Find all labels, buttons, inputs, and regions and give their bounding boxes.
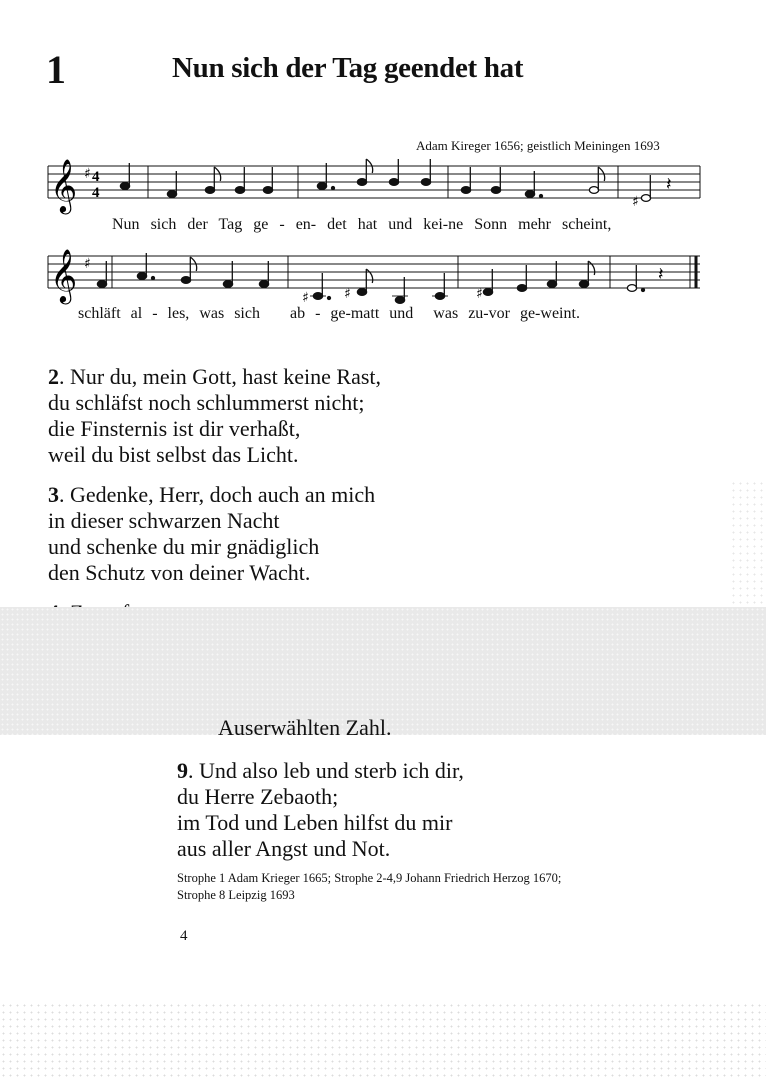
verse-3: 3. Gedenke, Herr, doch auch an mich in dieser schwarzen Nacht und schenke du mir gnädiglich den Schutz von deiner Wacht.: [48, 482, 376, 585]
svg-text:4: 4: [92, 185, 100, 201]
treble-clef-icon: 𝄞: [50, 158, 78, 212]
scan-dot-pattern-bottom: [0, 1002, 766, 1080]
svg-text:♯: ♯: [84, 256, 91, 272]
melody-attribution: Adam Kireger 1656; geistlich Meiningen 1693: [416, 138, 660, 153]
music-staff-2: [0, 240, 766, 310]
svg-text:𝄽: 𝄽: [666, 174, 672, 195]
verse-number: 9: [177, 758, 188, 783]
verse-9: 9. Und also leb und sterb ich dir, du Herre Zebaoth; im Tod und Leben hilfst du mir aus aller Angst und Not.: [177, 758, 464, 861]
lyrics-line-1: Nun sich der Tag ge - en- det hat und kei-ne Sonn mehr scheint,: [112, 216, 612, 233]
svg-text:♯: ♯: [302, 290, 309, 306]
lyrics-line-2: schläft al - les, was sich ab - ge-matt und was zu-vor ge-weint.: [78, 305, 580, 322]
svg-text:♯: ♯: [344, 286, 351, 302]
verse-number: 2: [48, 364, 59, 389]
hymn-number: 1: [46, 47, 66, 92]
treble-clef-icon-2: 𝄞: [50, 248, 78, 302]
svg-text:♯: ♯: [476, 286, 483, 302]
scan-dot-pattern: [730, 480, 766, 607]
svg-text:𝄽: 𝄽: [658, 264, 664, 285]
text-attribution-footnote: Strophe 1 Adam Krieger 1665; Strophe 2-4,9 Johann Friedrich Herzog 1670; Strophe 8 Leipzig 1693: [177, 871, 562, 902]
verse-number: 3: [48, 482, 59, 507]
svg-text:4: 4: [92, 169, 100, 185]
svg-text:♯: ♯: [84, 166, 91, 182]
hymn-title: Nun sich der Tag geendet hat: [172, 52, 524, 84]
music-staff-1: [0, 150, 766, 220]
svg-text:♯: ♯: [632, 194, 639, 210]
verse-8-fragment: Auserwählten Zahl.: [218, 715, 392, 740]
page-number: 4: [180, 928, 188, 944]
verse-2: 2. Nur du, mein Gott, hast keine Rast, du schläfst noch schlummerst nicht; die Finsternis ist dir verhaßt, weil du bist selbst das Licht.: [48, 364, 382, 467]
